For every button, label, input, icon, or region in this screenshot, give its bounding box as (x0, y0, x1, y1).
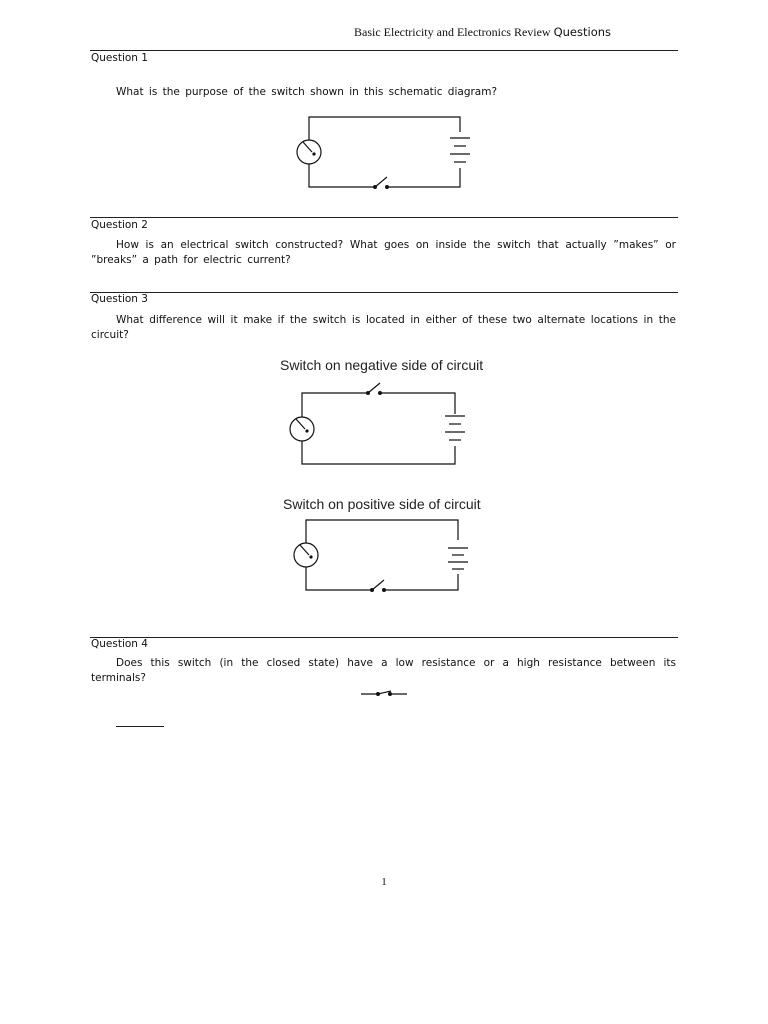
switch-contact-dot (370, 588, 374, 592)
switch-lever (368, 383, 380, 393)
header-title-serif: Basic Electricity and Electronics Review (354, 25, 554, 39)
question-1-label: Question 1 (91, 52, 148, 64)
running-header (354, 25, 611, 40)
header-title-sans: Questions (553, 25, 612, 39)
wire (309, 164, 375, 187)
question-1-text: What is the purpose of the switch shown in this schematic diagram? (116, 86, 498, 98)
switch-contact-dot (373, 185, 377, 189)
wire (306, 520, 458, 543)
lamp-terminal-dot (309, 555, 312, 558)
switch-contact-dot (366, 391, 370, 395)
header-rule (90, 50, 678, 51)
positive-side-circuit-diagram (288, 518, 478, 594)
lamp-filament (303, 142, 312, 152)
switch-contact-dot (382, 588, 386, 592)
lamp-icon (294, 543, 318, 567)
question-4-label: Question 4 (91, 638, 148, 650)
switch-contact-dot (376, 692, 380, 696)
wire (302, 393, 368, 417)
question-3-text: What difference will it make if the switch is located in either of these two alternate locations in the circuit? (91, 314, 676, 341)
question-2-text: How is an electrical switch constructed? What goes on inside the switch that actually ”makes” or ”breaks” a path for electric current? (91, 239, 676, 266)
wire (309, 117, 460, 140)
closed-switch-diagram (360, 686, 408, 702)
question-2-label: Question 2 (91, 219, 148, 231)
section-rule (90, 217, 678, 218)
question-4-text: Does this switch (in the closed state) have a low resistance or a high resistance between its terminals? (91, 657, 676, 684)
footnote-separator (116, 726, 164, 727)
question-3-label: Question 3 (91, 293, 148, 305)
diagram-caption-positive: Switch on positive side of circuit (283, 496, 481, 512)
section-rule (90, 637, 678, 638)
switch-lever (372, 580, 384, 590)
wire (384, 574, 458, 590)
negative-side-circuit-diagram (284, 380, 474, 466)
lamp-icon (297, 140, 321, 164)
switch-contact-dot (385, 185, 389, 189)
switch-contact-dot (388, 692, 392, 696)
lamp-icon (290, 417, 314, 441)
switch-lever (375, 177, 387, 187)
lamp-terminal-dot (312, 152, 315, 155)
page-number: 1 (381, 876, 387, 888)
section-rule (90, 292, 678, 293)
wire (387, 168, 460, 187)
wire (302, 441, 455, 464)
lamp-filament (296, 419, 305, 429)
wire (380, 393, 455, 414)
lamp-terminal-dot (305, 429, 308, 432)
question-1-circuit-diagram (290, 112, 480, 194)
switch-contact-dot (378, 391, 382, 395)
lamp-filament (300, 545, 309, 555)
diagram-caption-negative: Switch on negative side of circuit (280, 357, 484, 373)
wire (306, 567, 372, 590)
